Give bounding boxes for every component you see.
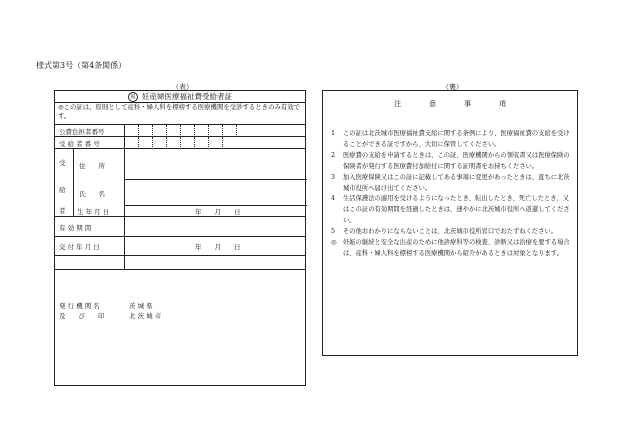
- recipient-number-boxes[interactable]: [125, 137, 223, 149]
- notes-heading: 注 意 事 項: [394, 100, 506, 108]
- issue-date-value: 年 月 日: [195, 243, 241, 251]
- notes-list: [331, 129, 573, 260]
- address-label: 住 所: [79, 162, 105, 170]
- valid-period-label: 有 効 期 間: [59, 224, 92, 232]
- note-item: 5 その他おわかりにならないことは、北茨城市役所窓口でおたずねください。: [331, 228, 558, 236]
- front-title: 妊産婦医療福祉費受給者証: [142, 92, 232, 101]
- seal-icon: 福: [128, 92, 138, 102]
- form-number: 様式第3号（第4条関係）: [36, 61, 127, 70]
- recipient-side-char-2: 給: [59, 186, 66, 194]
- payer-number-boxes[interactable]: [125, 125, 237, 137]
- note-item: 3 加入医療保険又はこの証に記載してある事項に変更があったときは、直ちに北茨城市役所へ届け出てください。: [331, 173, 570, 192]
- birth-date-value: 年 月 日: [195, 208, 241, 216]
- back-side-label: （裏）: [442, 83, 463, 91]
- name-label: 氏 名: [79, 190, 105, 198]
- issuer-city: 北 茨 城 市: [129, 312, 162, 320]
- note-item: 1 この証は北茨城市医療福祉費支給に関する条例により、医療福祉費の支給を受けることができる証ですから、大切に保管してください。: [331, 130, 570, 148]
- front-title-row: [55, 91, 305, 103]
- front-side-label: （表）: [172, 83, 193, 91]
- note-item: 4 生活保護法の適用を受けるようになったとき、転出したとき、死亡したとき、又はこの証の有効期間を経過したときは、速やかに北茨城市役所へ返還してください。: [331, 195, 570, 225]
- note-item: ◎ 妊娠の継続と安全な出産のために他診療科等の検査、診断又は治療を要する場合は、産科・婦人科を標榜する医療機関から紹介があるときは対象となります。: [331, 239, 570, 257]
- birth-date-label: 生 年 月 日: [77, 208, 110, 216]
- recipient-number-label: 受 給 者 番 号: [59, 140, 100, 148]
- payer-number-label: 公費負担者番号: [59, 128, 105, 136]
- issuer-label-1: 発 行 機 関 名: [59, 302, 100, 310]
- issuer-prefecture: 茨 城 県: [129, 302, 153, 310]
- note-item: 2 医療費の支給を申請するときは、この証、医療機関からの領収書又は医療保険の保険者が発行する医療費付加給付に関する証明書をお持ちください。: [331, 151, 570, 170]
- validity-notice: ◎この証は、原則として産科・婦人科を標榜する医療機関を受診するときのみ有効です。: [58, 103, 301, 120]
- issuer-label-2: 及 び 印: [59, 312, 105, 320]
- back-card: [322, 90, 578, 356]
- issue-date-label: 交 付 年 月 日: [59, 243, 100, 251]
- recipient-side-char-1: 受: [59, 159, 66, 167]
- front-card: [54, 90, 306, 386]
- recipient-side-char-3: 者: [59, 207, 66, 215]
